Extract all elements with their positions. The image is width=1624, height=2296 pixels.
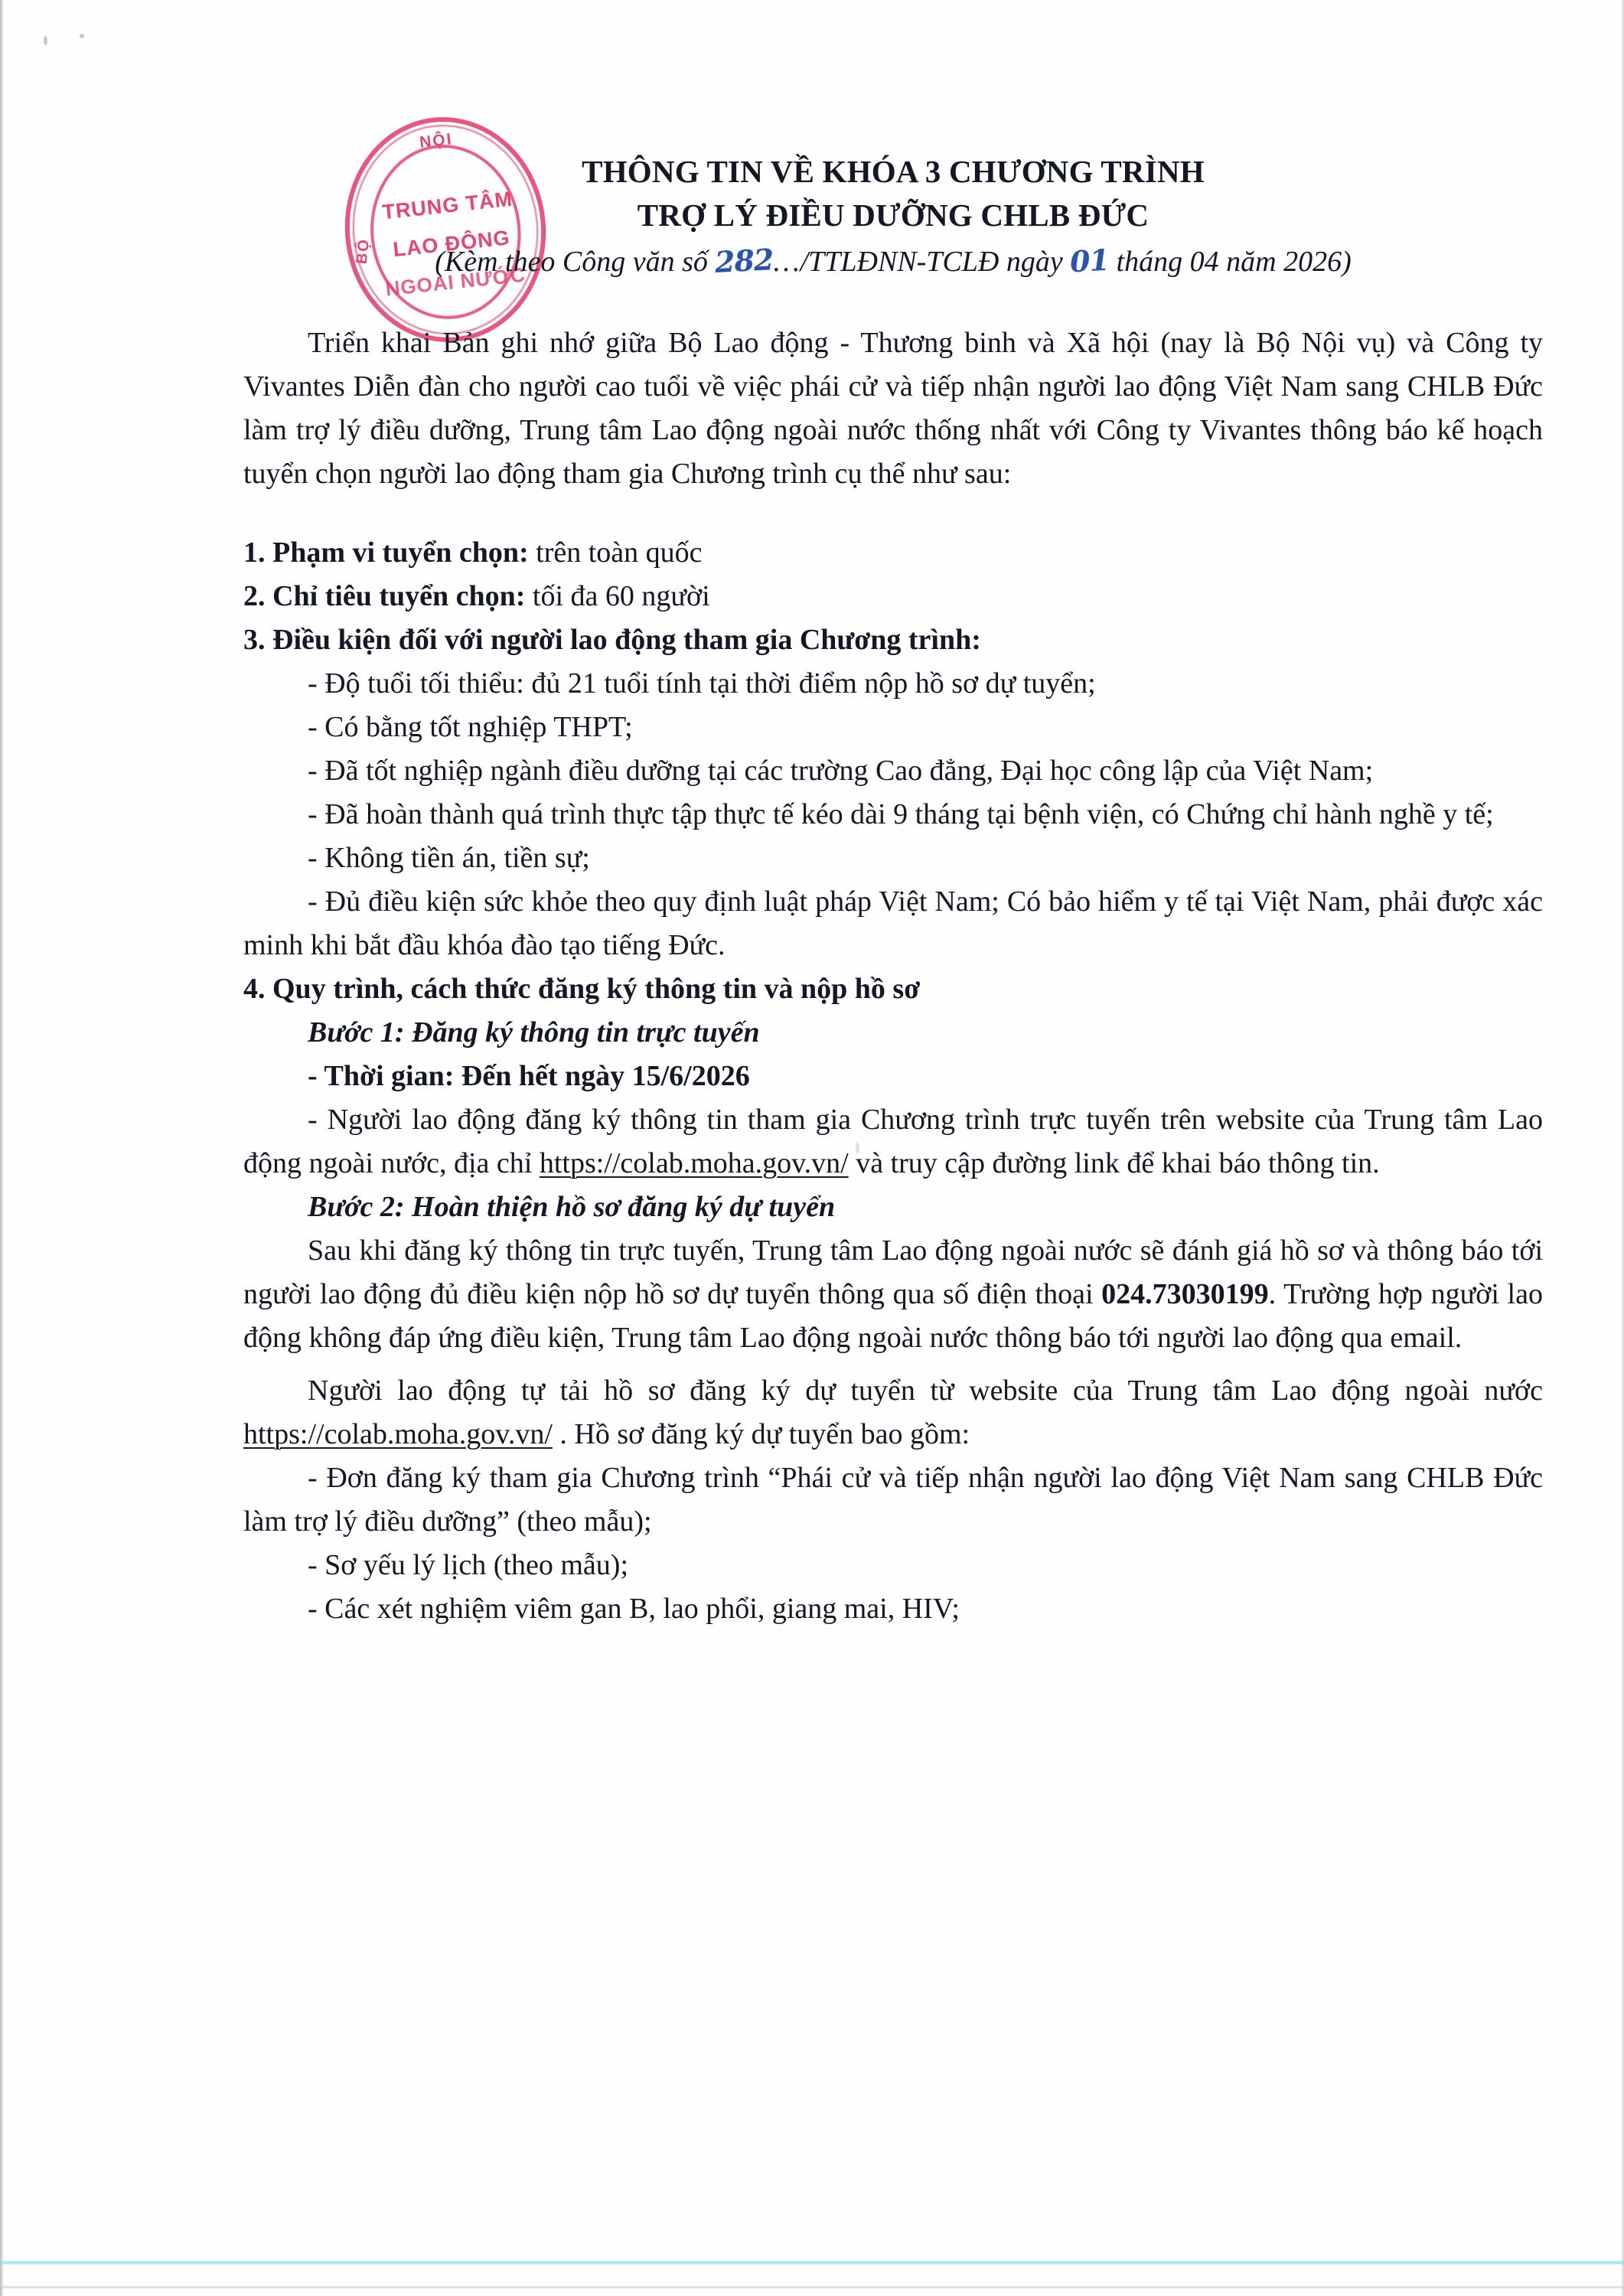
required-document-1: - Đơn đăng ký tham gia Chương trình “Phái cử và tiếp nhận người lao động Việt Nam sang CHLB Đức làm trợ lý điều dưỡng” (theo mẫu); <box>243 1461 1543 1538</box>
intro-paragraph: Triển khai Bản ghi nhớ giữa Bộ Lao động - Thương binh và Xã hội (nay là Bộ Nội vụ) và Công ty Vivantes Diễn đàn cho người cao tuổi về việc phái cử và tiếp nhận người lao động Việt Nam sang CHLB Đức làm trợ lý điều dưỡng, Trung tâm Lao động ngoài nước thống nhất với Công ty Vivantes thông báo kế hoạch tuyển chọn người lao động tham gia Chương trình cụ thể như sau: <box>243 326 1543 490</box>
section-3-heading: 3. Điều kiện đối với người lao động tham gia Chương trình: <box>243 623 981 656</box>
registration-website-link[interactable]: https://colab.moha.gov.vn/ <box>539 1146 849 1179</box>
seal-inner-line3: NGOÀI NƯỚC <box>384 263 527 301</box>
seal-outer-left-text: BỘ <box>353 237 373 266</box>
spacer <box>243 496 1543 531</box>
document-content <box>243 0 1543 1631</box>
required-document-3: - Các xét nghiệm viêm gan B, lao phổi, giang mai, HIV; <box>308 1592 960 1625</box>
title-line-1: THÔNG TIN VỀ KHÓA 3 CHƯƠNG TRÌNH <box>582 154 1205 189</box>
scan-artifact-blue-line <box>0 2260 1624 2265</box>
reference-dots: … <box>773 246 801 279</box>
page-title <box>243 150 1543 236</box>
step-2-text-b: . Trường hợp người lao động không đáp ứng điều kiện, Trung tâm Lao động ngoài nước thông báo tới người lao động qua email. <box>243 1277 1543 1354</box>
scan-speck <box>80 34 84 38</box>
reference-prefix: (Kèm theo Công văn số <box>435 246 716 279</box>
scan-artifact-gray-line <box>0 2286 1624 2288</box>
condition-bullet-5: - Không tiền án, tiền sự; <box>308 841 590 874</box>
spacer <box>243 1360 1543 1369</box>
step-1-registration-paragraph <box>243 1098 1543 1186</box>
step-2-download-text-b: . Hồ sơ đăng ký dự tuyển bao gồm: <box>552 1417 970 1450</box>
seal-outer-top-text: NỘI <box>419 130 454 152</box>
section-2-label: 2. Chỉ tiêu tuyển chọn: <box>243 579 526 612</box>
condition-bullet-4: - Đã hoàn thành quá trình thực tập thực tế kéo dài 9 tháng tại bệnh viện, có Chứng chỉ hành nghề y tế; <box>308 797 1494 830</box>
title-line-2: TRỢ LÝ ĐIỀU DƯỠNG CHLB ĐỨC <box>637 197 1150 233</box>
condition-bullet-2: - Có bằng tốt nghiệp THPT; <box>308 710 633 743</box>
step-1-deadline: - Thời gian: Đến hết ngày 15/6/2026 <box>308 1059 750 1092</box>
step-1-text-after-link: và truy cập đường link để khai báo thông tin. <box>848 1146 1380 1179</box>
scan-speck <box>44 36 47 45</box>
step-2-text-a: Sau khi đăng ký thông tin trực tuyến, Trung tâm Lao động ngoài nước sẽ đánh giá hồ sơ và thông báo tới người lao động đủ điều kiện nộp hồ sơ dự tuyển thông qua số điện thoại <box>243 1234 1543 1310</box>
seal-inner-line1: TRUNG TÂM <box>381 187 514 224</box>
section-1-value: trên toàn quốc <box>528 536 703 569</box>
download-website-link[interactable]: https://colab.moha.gov.vn/ <box>243 1417 553 1450</box>
step-2-paragraph-2 <box>243 1369 1543 1456</box>
handwritten-document-number: 282 <box>714 242 774 280</box>
required-document-2: - Sơ yếu lý lịch (theo mẫu); <box>308 1548 629 1581</box>
step-2-download-text-a: Người lao động tự tải hồ sơ đăng ký dự tuyển từ website của Trung tâm Lao động ngoài nước <box>308 1374 1543 1407</box>
reference-suffix: tháng 04 năm 2026) <box>1109 246 1352 279</box>
scan-edge-shadow-left <box>0 0 4 2296</box>
section-4-heading: 4. Quy trình, cách thức đăng ký thông tin và nộp hồ sơ <box>243 972 921 1005</box>
document-reference-line <box>243 242 1543 281</box>
step-1-text-before-link: - Người lao động đăng ký thông tin tham gia Chương trình trực tuyến trên website của Trung tâm Lao động ngoài nước, địa chỉ <box>243 1103 1543 1179</box>
condition-bullet-1: - Độ tuổi tối thiểu: đủ 21 tuổi tính tại thời điểm nộp hồ sơ dự tuyển; <box>308 667 1096 700</box>
handwritten-day-number: 01 <box>1069 242 1110 279</box>
step-1-title: Bước 1: Đăng ký thông tin trực tuyến <box>308 1016 760 1049</box>
step-2-title: Bước 2: Hoàn thiện hồ sơ đăng ký dự tuyển <box>308 1190 836 1223</box>
condition-bullet-3: - Đã tốt nghiệp ngành điều dưỡng tại các trường Cao đẳng, Đại học công lập của Việt Nam; <box>308 754 1374 787</box>
condition-bullet-6: - Đủ điều kiện sức khỏe theo quy định luật pháp Việt Nam; Có bảo hiểm y tế tại Việt Nam, phải được xác minh khi bắt đầu khóa đào tạo tiếng Đức. <box>243 885 1543 961</box>
section-2-heading <box>243 575 1543 618</box>
section-2-value: tối đa 60 người <box>525 579 710 612</box>
seal-inner-line2: LAO ĐỘNG <box>392 226 511 262</box>
reference-middle: /TTLĐNN-TCLĐ ngày <box>800 246 1071 279</box>
contact-phone-number: 024.73030199 <box>1101 1277 1269 1310</box>
scan-edge-shadow-right <box>1621 0 1624 2296</box>
step-2-paragraph-1 <box>243 1229 1543 1360</box>
section-1-label: 1. Phạm vi tuyển chọn: <box>243 536 529 569</box>
section-1-heading <box>243 531 1543 575</box>
